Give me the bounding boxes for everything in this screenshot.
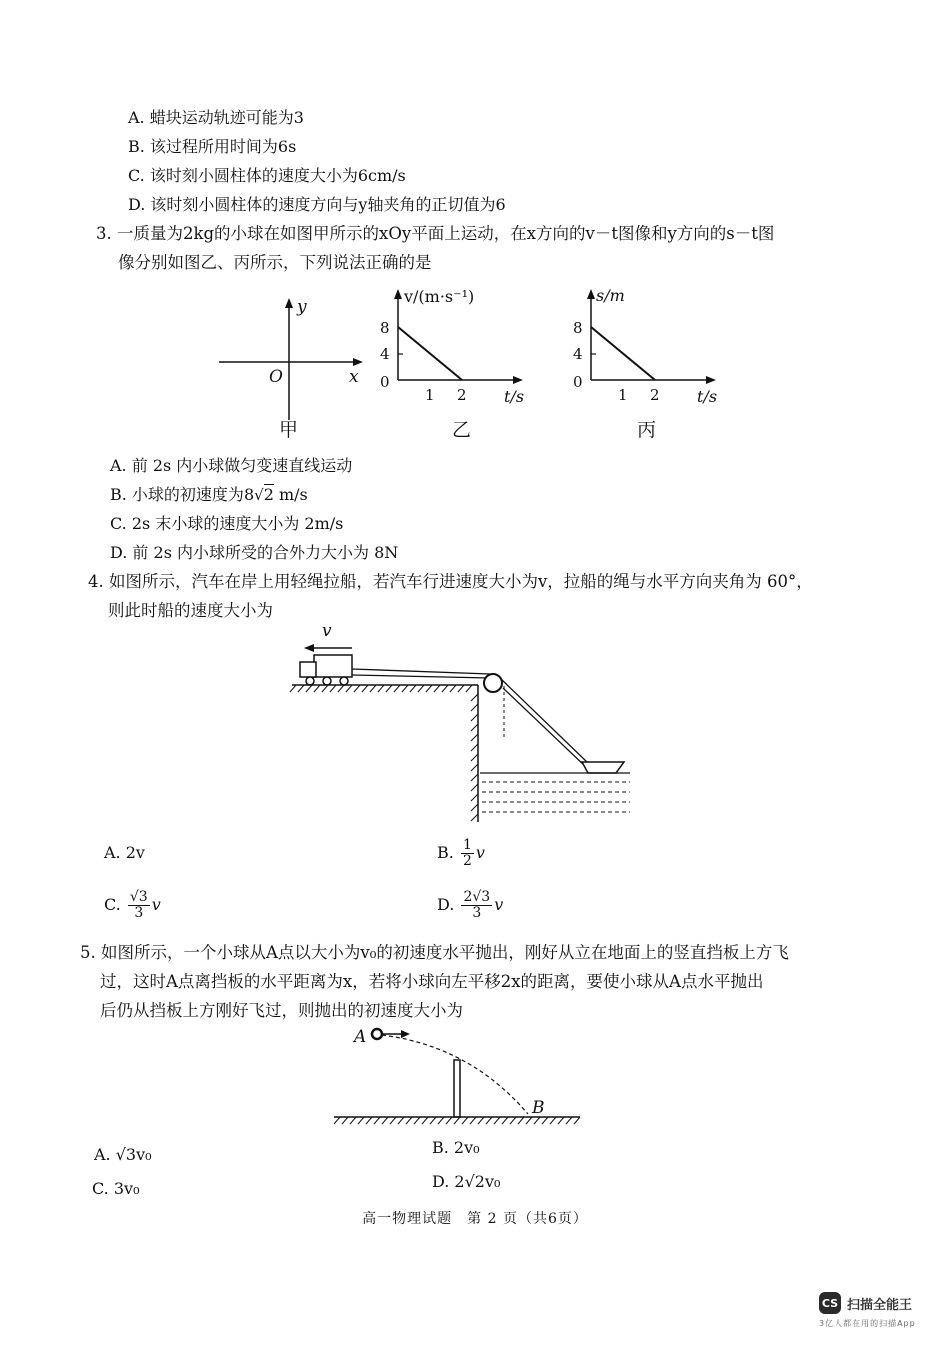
barrier <box>454 1060 460 1117</box>
fig-jia-x-label: x <box>349 367 359 387</box>
q2-option-d: D. 该时刻小圆柱体的速度方向与y轴夹角的正切值为6 <box>128 195 506 214</box>
fig-jia-y-label: y <box>297 297 307 317</box>
q4-option-d <box>437 890 503 921</box>
q5-stem-line1: 5. 如图所示，一个小球从A点以大小为v₀的初速度水平抛出，刚好从立在地面上的竖直挡板上方飞 <box>80 943 789 962</box>
fig-bing-xtick-2: 2 <box>650 386 660 404</box>
q3-option-b-radicand: 2 <box>263 485 274 504</box>
fig-yi-xlabel: t/s <box>504 387 525 406</box>
q5-option-a: A. √3v₀ <box>94 1145 152 1164</box>
q3-option-d: D. 前 2s 内小球所受的合外力大小为 8N <box>110 543 399 562</box>
figure-jia <box>215 290 375 450</box>
fig-bing-ylabel: s/m <box>596 286 625 305</box>
projectile-figure <box>330 1022 590 1132</box>
fig-jia-origin-label: O <box>269 367 283 387</box>
fig-bing-ytick-0: 0 <box>573 373 583 391</box>
car-body <box>314 655 352 677</box>
car-boat-figure <box>290 622 635 827</box>
fig-bing-ytick-8: 8 <box>573 319 583 337</box>
q4-option-b <box>437 838 485 869</box>
q3-option-a: A. 前 2s 内小球做匀变速直线运动 <box>110 456 353 475</box>
q4-stem-line1: 4. 如图所示，汽车在岸上用轻绳拉船，若汽车行进速度大小为v，拉船的绳与水平方向夹角为 60°， <box>88 572 813 591</box>
q2-option-c: C. 该时刻小圆柱体的速度大小为6cm/s <box>128 166 406 185</box>
fig-yi-xtick-1: 1 <box>425 386 435 404</box>
q3-stem-line1: 3. 一质量为2kg的小球在如图甲所示的xOy平面上运动，在x方向的v－t图像和y方向的s－t图 <box>96 224 775 243</box>
boat <box>582 762 624 773</box>
q4-option-b-num: 1 <box>462 837 472 853</box>
q4-option-b-var: v <box>475 843 485 862</box>
fig-yi-ytick-4: 4 <box>380 345 390 363</box>
scanner-logo <box>819 1292 912 1314</box>
q2-option-a: A. 蜡块运动轨迹可能为3 <box>128 108 304 127</box>
q5-option-b: B. 2v₀ <box>432 1138 480 1157</box>
q4-option-d-var: v <box>494 895 504 914</box>
q4-option-c-num: √3 <box>129 889 148 905</box>
q5-option-d: D. 2√2v₀ <box>432 1172 501 1191</box>
q4-stem-line2: 则此时船的速度大小为 <box>108 601 273 620</box>
q2-option-b: B. 该过程所用时间为6s <box>128 137 297 156</box>
fig-bing-caption: 丙 <box>637 419 657 441</box>
ball <box>372 1029 382 1039</box>
fig-yi-ytick-8: 8 <box>380 319 390 337</box>
q4-option-c-den: 3 <box>134 905 144 921</box>
q4-option-d-num: 2√3 <box>463 889 491 905</box>
fig-velocity-label: v <box>322 621 332 641</box>
fig-bing-xtick-1: 1 <box>618 386 628 404</box>
q4-option-d-den: 3 <box>472 905 482 921</box>
q4-option-b-den: 2 <box>462 853 472 869</box>
fig-yi-xtick-2: 2 <box>457 386 467 404</box>
fig-bing-xlabel: t/s <box>697 387 718 406</box>
fig-point-a-label: A <box>354 1027 367 1047</box>
fig-yi-ylabel: v/(m·s⁻¹) <box>404 287 475 306</box>
q5-stem-line2: 过，这时A点离挡板的水平距离为x，若将小球向左平移2x的距离，要使小球从A点水平抛出 <box>100 972 764 991</box>
q3-option-b: B. 小球的初速度为8√2 m/s <box>110 485 308 504</box>
q5-option-c: C. 3v₀ <box>92 1179 140 1198</box>
page-footer: 高一物理试题 第 2 页（共6页） <box>362 1211 588 1227</box>
pulley <box>484 674 502 692</box>
q3-option-b-coef: 8 <box>243 485 255 504</box>
q3-stem-line2: 像分别如图乙、丙所示，下列说法正确的是 <box>118 253 432 272</box>
figure-yi <box>378 284 538 449</box>
scanner-badge: CS <box>819 1292 841 1314</box>
fig-point-b-label: B <box>532 1098 545 1118</box>
q3-option-b-unit: m/s <box>273 485 308 504</box>
fig-yi-ytick-0: 0 <box>380 373 390 391</box>
q3-option-b-text: B. 小球的初速度为 <box>110 485 244 504</box>
q4-option-c <box>104 890 161 921</box>
figure-bing <box>571 284 731 449</box>
scanner-tagline: 3亿人都在用的扫描App <box>819 1319 916 1328</box>
fig-yi-caption: 乙 <box>452 419 472 441</box>
q4-option-a: A. 2v <box>104 843 145 862</box>
q4-option-c-var: v <box>151 895 161 914</box>
fig-jia-caption: 甲 <box>279 419 299 441</box>
fig-bing-ytick-4: 4 <box>573 345 583 363</box>
scanner-name: 扫描全能王 <box>847 1297 913 1313</box>
q4-option-b-label: B. <box>437 843 454 862</box>
q5-stem-line3: 后仍从挡板上方刚好飞过，则抛出的初速度大小为 <box>100 1001 463 1020</box>
q4-option-c-label: C. <box>104 895 121 914</box>
q3-option-c: C. 2s 末小球的速度大小为 2m/s <box>110 514 344 533</box>
q4-option-d-label: D. <box>437 895 455 914</box>
